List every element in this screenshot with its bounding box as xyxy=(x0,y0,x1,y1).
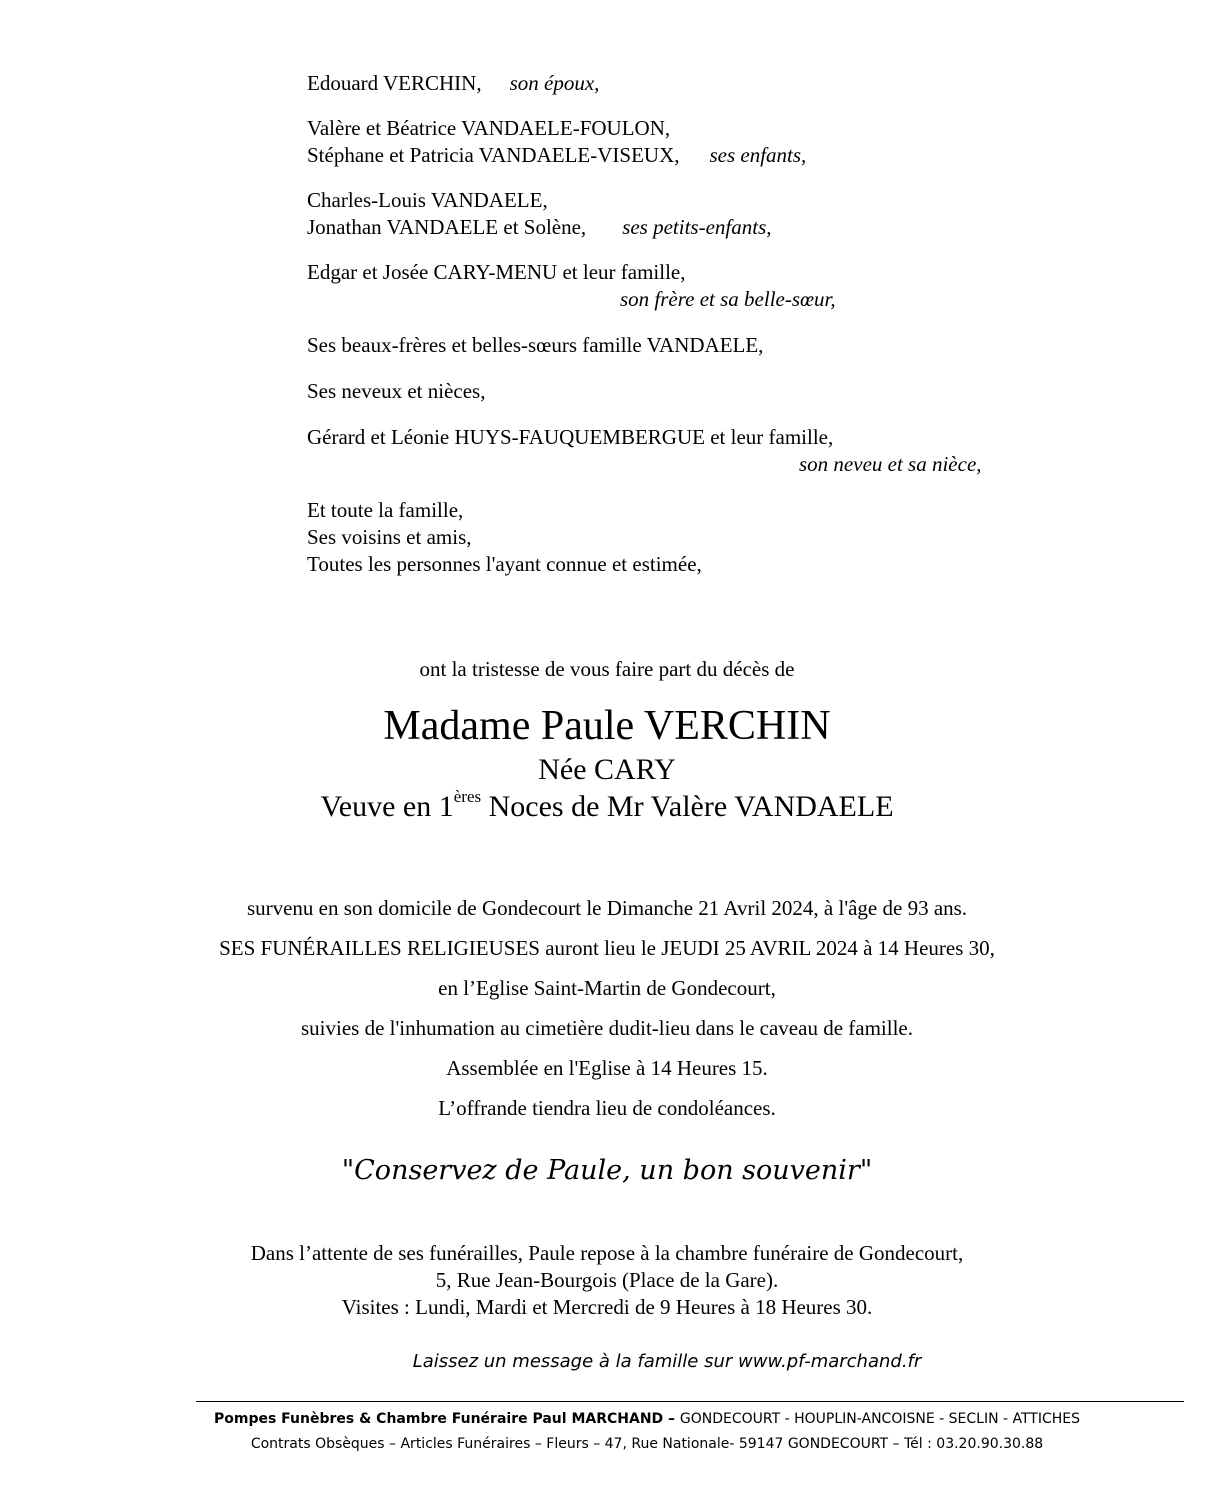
footer-company-line xyxy=(80,1407,1214,1431)
footer-separator: – xyxy=(663,1411,680,1427)
footer-locations: GONDECOURT - HOUPLIN-ANCOISNE - SECLIN - ATTICHES xyxy=(679,1411,1081,1427)
grandchildren-line-2 xyxy=(307,214,1067,241)
footer-company: Pompes Funèbres & Chambre Funéraire Paul MARCHAND xyxy=(213,1411,664,1427)
family-list xyxy=(307,70,1067,578)
visit-line-3: Visites : Lundi, Mardi et Mercredi de 9 Heures à 18 Heures 30. xyxy=(341,1295,873,1319)
grandchildren-relation: ses petits-enfants, xyxy=(622,215,772,239)
children-relation: ses enfants, xyxy=(709,143,807,167)
spouse-line xyxy=(307,70,1067,97)
children-name-2: Stéphane et Patricia VANDAELE-VISEUX, xyxy=(307,143,680,167)
children-line-2 xyxy=(307,142,1067,169)
details-line-church: en l’Eglise Saint-Martin de Gondecourt, xyxy=(438,976,776,1000)
grandchildren-name-2: Jonathan VANDAELE et Solène, xyxy=(307,215,587,239)
memorial-quote: "Conservez de Paule, un bon souvenir" xyxy=(341,1155,873,1186)
widow-prefix: Veuve en 1 xyxy=(320,790,454,823)
deceased-name: Madame Paule VERCHIN xyxy=(383,703,831,749)
children-line-1: Valère et Béatrice VANDAELE-FOULON, xyxy=(307,116,671,140)
details-line-burial: suivies de l'inhumation au cimetière dudit-lieu dans le caveau de famille. xyxy=(301,1016,913,1040)
details-line-death: survenu en son domicile de Gondecourt le Dimanche 21 Avril 2024, à l'âge de 93 ans. xyxy=(246,896,968,920)
nephew-couple-line: Gérard et Léonie HUYS-FAUQUEMBERGUE et leur famille, xyxy=(307,425,834,449)
grandchildren-line-1: Charles-Louis VANDAELE, xyxy=(307,188,548,212)
widow-line xyxy=(0,787,1214,827)
closing-line-1: Et toute la famille, xyxy=(307,498,464,522)
footer-divider xyxy=(196,1401,1184,1402)
nephews-line: Ses neveux et nièces, xyxy=(307,379,486,403)
details-line-assembly: Assemblée en l'Eglise à 14 Heures 15. xyxy=(446,1056,768,1080)
visit-line-2: 5, Rue Jean-Bourgois (Place de la Gare). xyxy=(435,1268,779,1292)
spouse-relation: son époux, xyxy=(509,71,600,95)
web-message[interactable]: Laissez un message à la famille sur www.pf-marchand.fr xyxy=(412,1351,922,1372)
widow-superscript: ères xyxy=(453,787,482,806)
in-laws-line: Ses beaux-frères et belles-sœurs famille VANDAELE, xyxy=(307,333,764,357)
sibling-line-1: Edgar et Josée CARY-MENU et leur famille, xyxy=(307,260,686,284)
nephew-couple-relation: son neveu et sa nièce, xyxy=(799,452,982,476)
details-line-offering: L’offrande tiendra lieu de condoléances. xyxy=(438,1096,776,1120)
visit-info xyxy=(0,1240,1214,1321)
sibling-relation: son frère et sa belle-sœur, xyxy=(620,287,836,311)
closing-line-3: Toutes les personnes l'ayant connue et estimée, xyxy=(307,552,702,576)
widow-suffix: Noces de Mr Valère VANDAELE xyxy=(481,790,894,823)
details-line-funeral: SES FUNÉRAILLES RELIGIEUSES auront lieu le JEUDI 25 AVRIL 2024 à 14 Heures 30, xyxy=(219,936,995,960)
visit-line-1: Dans l’attente de ses funérailles, Paule repose à la chambre funéraire de Gondecourt, xyxy=(250,1241,964,1265)
maiden-name: Née CARY xyxy=(538,753,676,786)
announcement-text: ont la tristesse de vous faire part du décès de xyxy=(419,657,795,681)
footer-services-line: Contrats Obsèques – Articles Funéraires – Fleurs – 47, Rue Nationale- 59147 GONDECOURT – Tél : 03.20.90.30.88 xyxy=(250,1436,1044,1452)
spouse-name: Edouard VERCHIN, xyxy=(307,71,482,95)
funeral-details xyxy=(0,888,1214,1128)
closing-line-2: Ses voisins et amis, xyxy=(307,525,472,549)
